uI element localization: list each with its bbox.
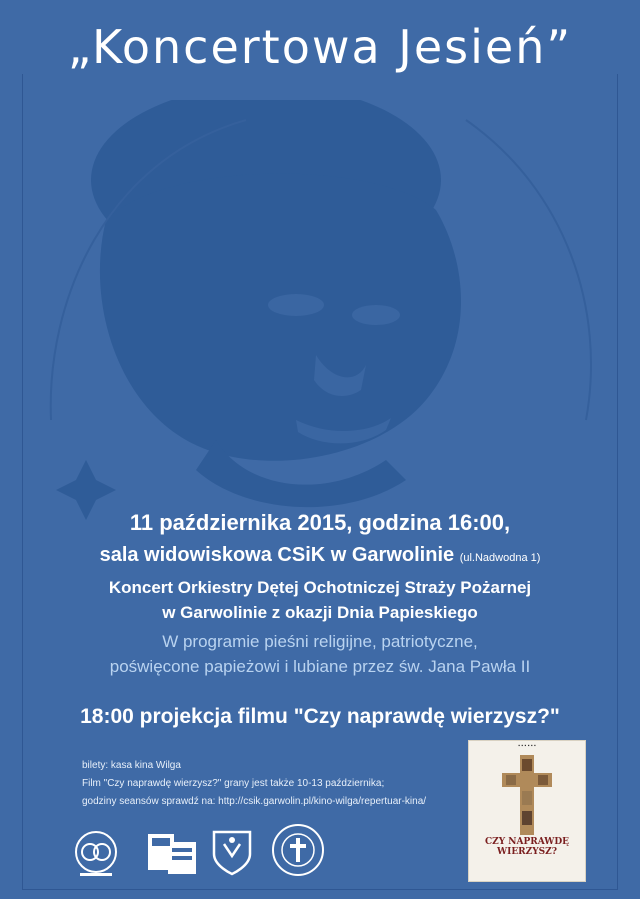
program-line-2: poświęcone papieżowi i lubiane przez św. Jana Pawła II — [109, 657, 531, 676]
foundation-logo-icon — [270, 822, 326, 878]
kino-wilga-logo-icon — [142, 824, 202, 880]
film-dates-info: Film "Czy naprawdę wierzysz?" grany jest także 10-13 października; — [82, 778, 385, 789]
poster-title: „Koncertowa Jesień” — [0, 20, 640, 74]
venue-name: sala widowiskowa CSiK w Garwolinie — [99, 544, 455, 566]
date-line: 11 października 2015, godzina 16:00, — [129, 510, 511, 535]
film-poster-title: CZY NAPRAWDĘ WIERZYSZ? — [484, 837, 570, 857]
venue-line — [0, 544, 640, 567]
cross-icon — [502, 755, 552, 835]
program-line-1: W programie pieśni religijne, patriotyczne, — [162, 632, 478, 651]
portrait-illustration — [46, 100, 594, 520]
csik-logo-icon — [70, 828, 122, 880]
tickets-info: bilety: kasa kina Wilga — [82, 760, 181, 771]
venue-address: (ul.Nadwodna 1) — [459, 552, 541, 564]
concert-line-1: Koncert Orkiestry Dętej Ochotniczej Straży Pożarnej — [108, 578, 532, 597]
concert-line-2: w Garwolinie z okazji Dnia Papieskiego — [162, 603, 478, 622]
schedule-info: godziny seansów sprawdź na: http://csik.garwolin.pl/kino-wilga/repertuar-kina/ — [82, 796, 427, 807]
film-poster-credits: ▪ ▪ ▪ ▪ ▪ ▪ — [518, 743, 536, 749]
film-screening-line: 18:00 projekcja filmu "Czy naprawdę wierzysz?" — [80, 705, 560, 728]
film-poster-thumbnail — [468, 740, 586, 882]
info-block — [82, 757, 426, 811]
fire-brigade-crest-icon — [210, 826, 254, 876]
